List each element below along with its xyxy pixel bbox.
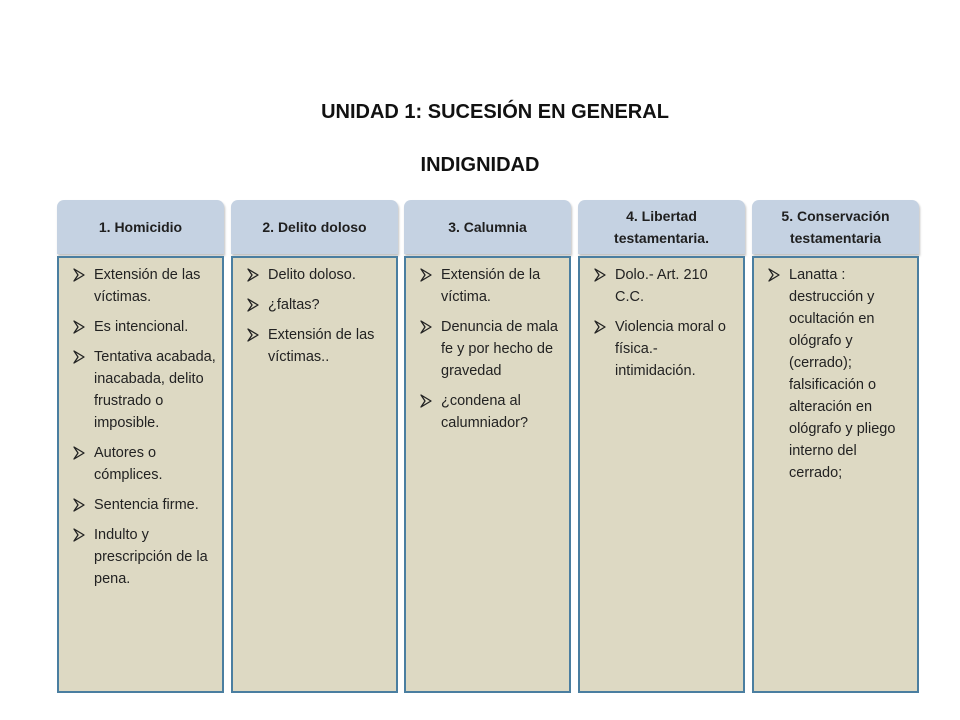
list-item bbox=[65, 442, 216, 486]
list-item-text: Denuncia de mala fe y por hecho de gravedad bbox=[441, 319, 558, 379]
arrow-bullet-icon bbox=[71, 267, 87, 283]
column-delito-doloso bbox=[231, 200, 398, 365]
column-body bbox=[404, 256, 571, 693]
column-heading: 4. Libertad testamentaria. bbox=[578, 200, 745, 254]
list-item bbox=[65, 264, 216, 308]
column-calumnia bbox=[404, 200, 571, 431]
list-item-text: Delito doloso. bbox=[268, 267, 356, 283]
column-libertad-testamentaria bbox=[578, 200, 745, 379]
list-item-text: ¿faltas? bbox=[268, 297, 320, 313]
list-item-text: Dolo.- Art. 210 C.C. bbox=[615, 267, 708, 305]
list-item-text: Tentativa acabada, inacabada, delito frustrado o imposible. bbox=[94, 349, 216, 431]
list-item bbox=[760, 264, 911, 484]
column-body bbox=[752, 256, 919, 693]
list-item bbox=[412, 390, 563, 434]
list-item bbox=[586, 264, 737, 308]
list-item-text: Indulto y prescripción de la pena. bbox=[94, 527, 208, 587]
list-item-text: Violencia moral o física.- intimidación. bbox=[615, 319, 726, 379]
column-body bbox=[231, 256, 398, 693]
column-body bbox=[57, 256, 224, 693]
list-item bbox=[239, 294, 390, 316]
list-item bbox=[412, 316, 563, 382]
column-conservacion-testamentaria bbox=[752, 200, 919, 481]
arrow-bullet-icon bbox=[245, 327, 261, 343]
column-heading: 2. Delito doloso bbox=[231, 200, 398, 254]
arrow-bullet-icon bbox=[71, 319, 87, 335]
arrow-bullet-icon bbox=[766, 267, 782, 283]
list-item bbox=[412, 264, 563, 308]
bullet-list bbox=[760, 264, 911, 484]
column-heading: 5. Conservación testamentaria bbox=[752, 200, 919, 254]
list-item-text: Autores o cómplices. bbox=[94, 445, 163, 483]
list-item-text: Extensión de las víctimas. bbox=[94, 267, 201, 305]
list-item bbox=[239, 264, 390, 286]
list-item-text: Extensión de las víctimas.. bbox=[268, 327, 375, 365]
arrow-bullet-icon bbox=[245, 267, 261, 283]
arrow-bullet-icon bbox=[71, 527, 87, 543]
list-item bbox=[586, 316, 737, 382]
slide-title: UNIDAD 1: SUCESIÓN EN GENERAL bbox=[321, 101, 669, 123]
list-item-text: ¿condena al calumniador? bbox=[441, 393, 529, 431]
list-item bbox=[65, 524, 216, 590]
list-item bbox=[239, 324, 390, 368]
arrow-bullet-icon bbox=[418, 267, 434, 283]
slide-subtitle: INDIGNIDAD bbox=[420, 154, 540, 176]
bullet-list bbox=[239, 264, 390, 368]
arrow-bullet-icon bbox=[418, 393, 434, 409]
arrow-bullet-icon bbox=[592, 267, 608, 283]
list-item bbox=[65, 316, 216, 338]
column-heading: 3. Calumnia bbox=[404, 200, 571, 254]
list-item-text: Sentencia firme. bbox=[94, 497, 199, 513]
list-item-text: Es intencional. bbox=[94, 319, 189, 335]
column-heading: 1. Homicidio bbox=[57, 200, 224, 254]
arrow-bullet-icon bbox=[71, 497, 87, 513]
bullet-list bbox=[586, 264, 737, 382]
bullet-list bbox=[412, 264, 563, 434]
list-item-text: Extensión de la víctima. bbox=[441, 267, 541, 305]
list-item-text: Lanatta : destrucción y ocultación en ológrafo y (cerrado); falsificación o alteración en ológrafo y pliego interno del cerrado; bbox=[789, 267, 896, 481]
list-item bbox=[65, 494, 216, 516]
arrow-bullet-icon bbox=[245, 297, 261, 313]
bullet-list bbox=[65, 264, 216, 590]
column-homicidio bbox=[57, 200, 224, 587]
list-item bbox=[65, 346, 216, 434]
arrow-bullet-icon bbox=[418, 319, 434, 335]
arrow-bullet-icon bbox=[592, 319, 608, 335]
column-body bbox=[578, 256, 745, 693]
arrow-bullet-icon bbox=[71, 349, 87, 365]
arrow-bullet-icon bbox=[71, 445, 87, 461]
